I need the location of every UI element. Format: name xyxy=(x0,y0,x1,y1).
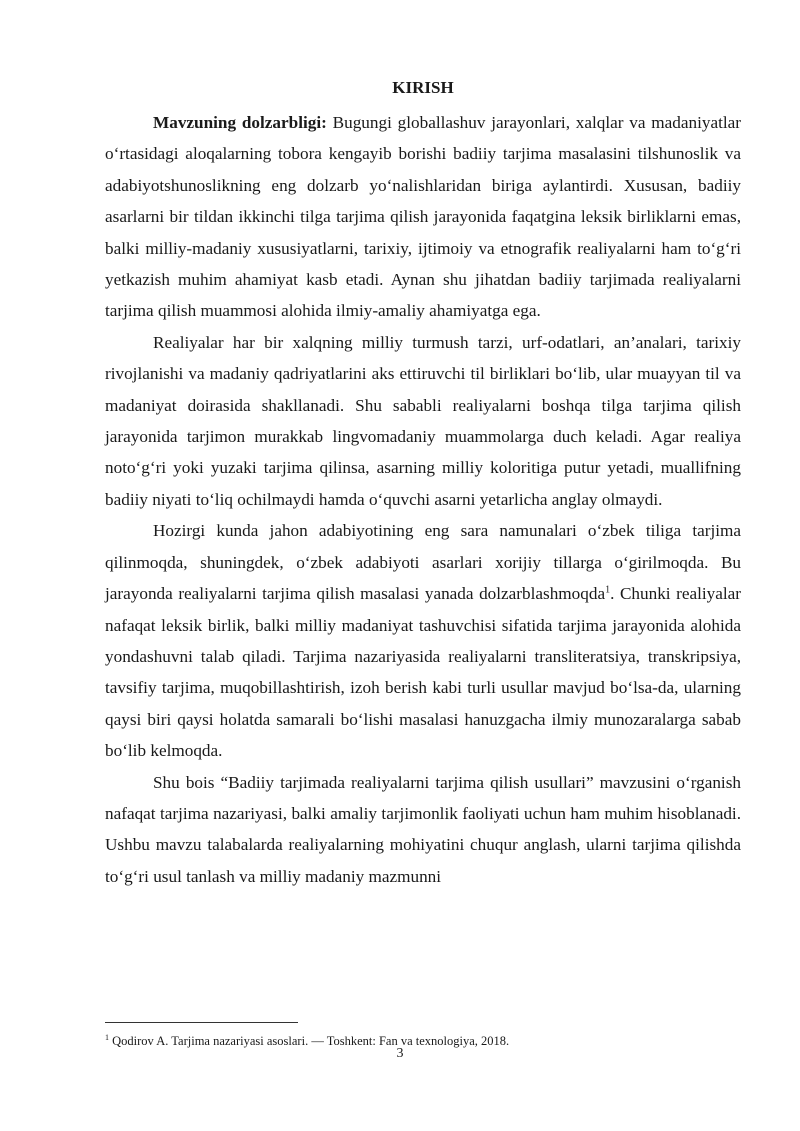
paragraph-realia xyxy=(105,327,741,515)
footnote-text: Qodirov A. Tarjima nazariyasi asoslari. — Toshkent: Fan va texnologiya, 2018. xyxy=(109,1034,510,1049)
footnote-reference[interactable]: 1 xyxy=(605,584,611,596)
footnote-mark: 1 xyxy=(105,1033,109,1042)
body-text xyxy=(105,107,741,892)
page-number: 3 xyxy=(396,1046,404,1061)
paragraph-text-after: . Chunki realiyalar nafaqat leksik birlik, balki milliy madaniyat tashuvchisi sifatida tarjima jarayonida alohida yondashuvni talab qiladi. Tarjima nazariyasida realiyalarni transliteratsiya, transkripsiya, tavsifiy tarjima, muqobillashtirish, izoh berish kabi turli usullar mavjud bo‘lsa-da, ularning qaysi biri qaysi holatda samarali bo‘lishi masalasi hanuzgacha ilmiy munozaralarga sabab bo‘lib kelmoqda. xyxy=(105,584,741,761)
paragraph-text: Bugungi globallashuv jarayonlari, xalqlar va madaniyatlar o‘rtasidagi aloqalarning tobora kengayib borishi badiiy tarjima masalasini tilshunoslik va adabiyotshunoslikning eng dolzarb yo‘nalishlaridan biriga aylantirdi. Xususan, badiiy asarlarni bir tildan ikkinchi tilga tarjima qilish jarayonida faqatgina leksik birliklarni emas, balki milliy-madaniy xususiyatlarni, tarixiy, ijtimoiy va etnografik realiyalarni ham to‘g‘ri yetkazish muhim ahamiyat kasb etadi. Aynan shu jihatdan badiiy tarjimada realiyalarni tarjima qilish muammosi alohida ilmiy-amaliy ahamiyatga ega. xyxy=(105,113,741,321)
paragraph-text-before: Hozirgi kunda jahon adabiyotining eng sara namunalari o‘zbek tiliga tarjima qilinmoqda, shuningdek, o‘zbek adabiyoti asarlari xorijiy tillarga o‘girilmoqda. Bu jarayonda realiyalarni tarjima qilish masalasi yanada dolzarblashmoqda xyxy=(105,521,741,604)
paragraph-text: Realiyalar har bir xalqning milliy turmush tarzi, urf-odatlari, an’analari, tarixiy rivojlanishi va madaniy qadriyatlarini aks ettiruvchi til birliklari bo‘lib, ular muayyan til va madaniyat doirasida shakllanadi. Shu sababli realiyalarni boshqa tilga tarjima qilish jarayonida tarjimon murakkab lingvomadaniy muammolarga duch keladi. Agar realiya noto‘g‘ri yoki yuzaki tarjima qilinsa, asarning milliy koloritiga putur yetadi, muallifning badiiy niyati to‘liq ochilmaydi hamda o‘quvchi asarni yetarlicha anglay olmaydi. xyxy=(105,332,741,509)
footnote-separator xyxy=(105,1022,298,1023)
paragraph-topic-importance xyxy=(105,767,741,893)
paragraph-relevance xyxy=(105,107,741,327)
paragraph-translation-today xyxy=(105,515,741,766)
paragraph-text: Shu bois “Badiiy tarjimada realiyalarni tarjima qilish usullari” mavzusini o‘rganish nafaqat tarjima nazariyasi, balki amaliy tarjimonlik faoliyati uchun ham muhim hisoblanadi. Ushbu mavzu talabalarda realiyalarning mohiyatini chuqur anglash, ularni tarjima qilishda to‘g‘ri usul tanlash va milliy madaniy mazmunni xyxy=(105,772,741,886)
section-heading: KIRISH xyxy=(392,78,454,97)
paragraph-lead: Mavzuning dolzarbligi: xyxy=(153,113,327,132)
